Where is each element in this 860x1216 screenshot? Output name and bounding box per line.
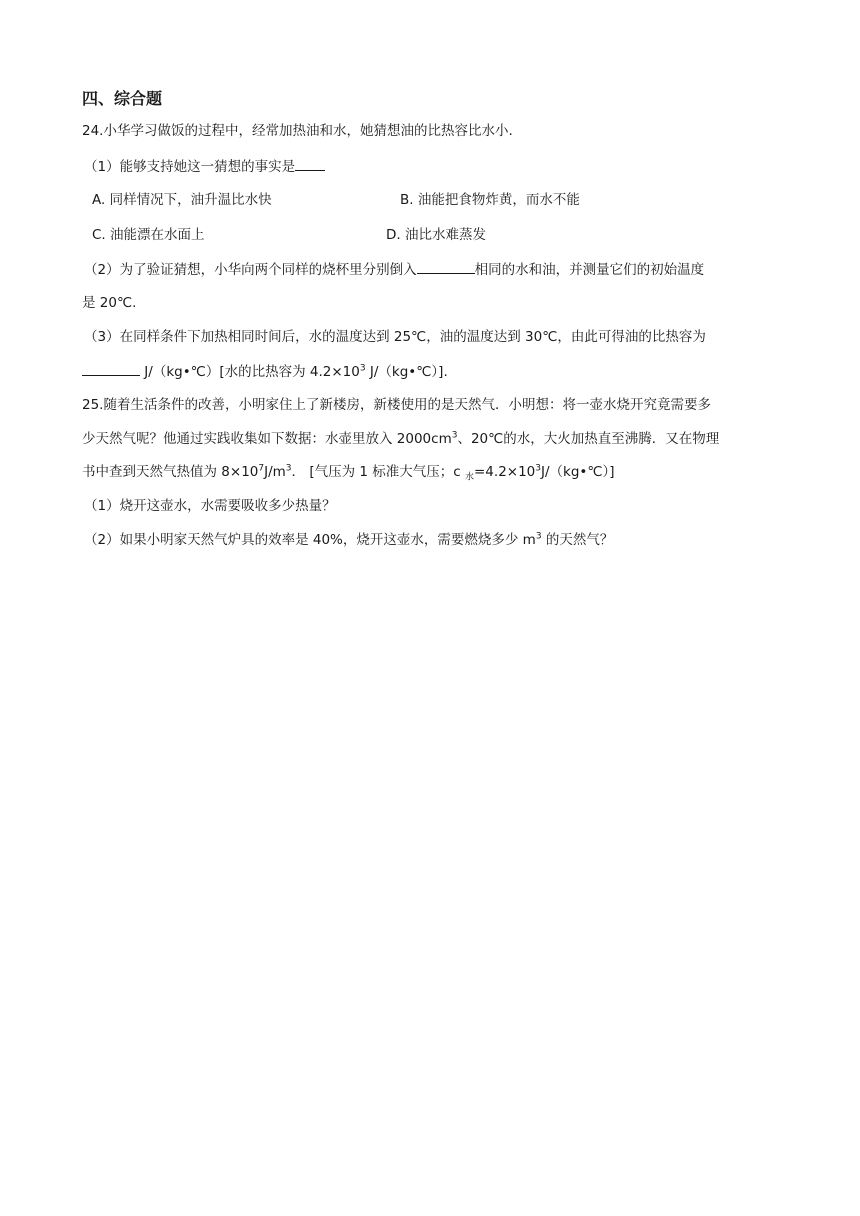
- q25-line3-d: =4.2×10: [474, 464, 536, 480]
- subscript: 水: [464, 472, 474, 483]
- answer-blank[interactable]: [417, 259, 475, 274]
- q24-part1-text: （1）能够支持她这一猜想的事实是: [84, 159, 296, 175]
- answer-blank[interactable]: [295, 156, 325, 171]
- superscript: 3: [359, 363, 366, 374]
- answer-blank[interactable]: [82, 361, 140, 376]
- section-title: 四、综合题: [82, 89, 163, 108]
- q24-option-c: C. 油能漂在水面上: [92, 227, 205, 243]
- q24-part2: [84, 259, 704, 280]
- q25-part2-a: （2）如果小明家天然气炉具的效率是 40%，烧开这壶水，需要燃烧多少 m: [84, 532, 536, 548]
- q24-part2-prefix: （2）为了验证猜想，小华向两个同样的烧杯里分别倒入: [84, 262, 417, 278]
- q25-line1: 25.随着生活条件的改善，小明家住上了新楼房，新楼使用的是天然气．小明想：将一壶水烧开究竟需要多: [82, 397, 711, 413]
- q25-line2-b: 、20℃的水，大火加热直至沸腾．又在物理: [457, 431, 720, 447]
- q24-part3-text-b: J/（kg•℃）].: [365, 364, 448, 380]
- q25-line2-a: 少天然气呢？他通过实践收集如下数据：水壶里放入 2000cm: [82, 431, 452, 447]
- superscript: 3: [535, 531, 542, 542]
- q25-part2-b: 的天然气？: [541, 532, 614, 548]
- q24-part2-line2: 是 20℃.: [82, 295, 137, 311]
- q25-line3-e: J/（kg•℃）]: [541, 464, 615, 480]
- q24-part3-text-a: J/（kg•℃）[水的比热容为 4.2×10: [140, 364, 360, 380]
- q25-part1: （1）烧开这壶水，水需要吸收多少热量？: [84, 498, 336, 514]
- q25-line3: [82, 462, 615, 482]
- q24-part2-suffix: 相同的水和油，并测量它们的初始温度: [474, 262, 705, 278]
- q24-option-d: D. 油比水难蒸发: [386, 227, 486, 243]
- superscript: 3: [285, 463, 292, 474]
- q24-part1: [84, 156, 325, 177]
- q25-line3-c: ． [气压为 1 标准大气压；c: [291, 464, 465, 480]
- q25-line3-a: 书中查到天然气热值为 8×10: [82, 464, 259, 480]
- q25-part2: [84, 530, 613, 550]
- q24-part3-line1: （3）在同样条件下加热相同时间后，水的温度达到 25℃，油的温度达到 30℃，由此可得油的比热容为: [84, 329, 706, 345]
- q24-option-b: B. 油能把食物炸黄，而水不能: [400, 192, 580, 208]
- q24-stem: 24.小华学习做饭的过程中，经常加热油和水，她猜想油的比热容比水小.: [82, 123, 513, 139]
- superscript: 3: [451, 430, 458, 441]
- superscript: 7: [258, 463, 265, 474]
- q24-part3-line2: [82, 361, 448, 382]
- q25-line3-b: J/m: [264, 464, 286, 480]
- q25-line2: [82, 429, 719, 449]
- superscript: 3: [535, 463, 542, 474]
- q24-option-a: A. 同样情况下，油升温比水快: [92, 192, 272, 208]
